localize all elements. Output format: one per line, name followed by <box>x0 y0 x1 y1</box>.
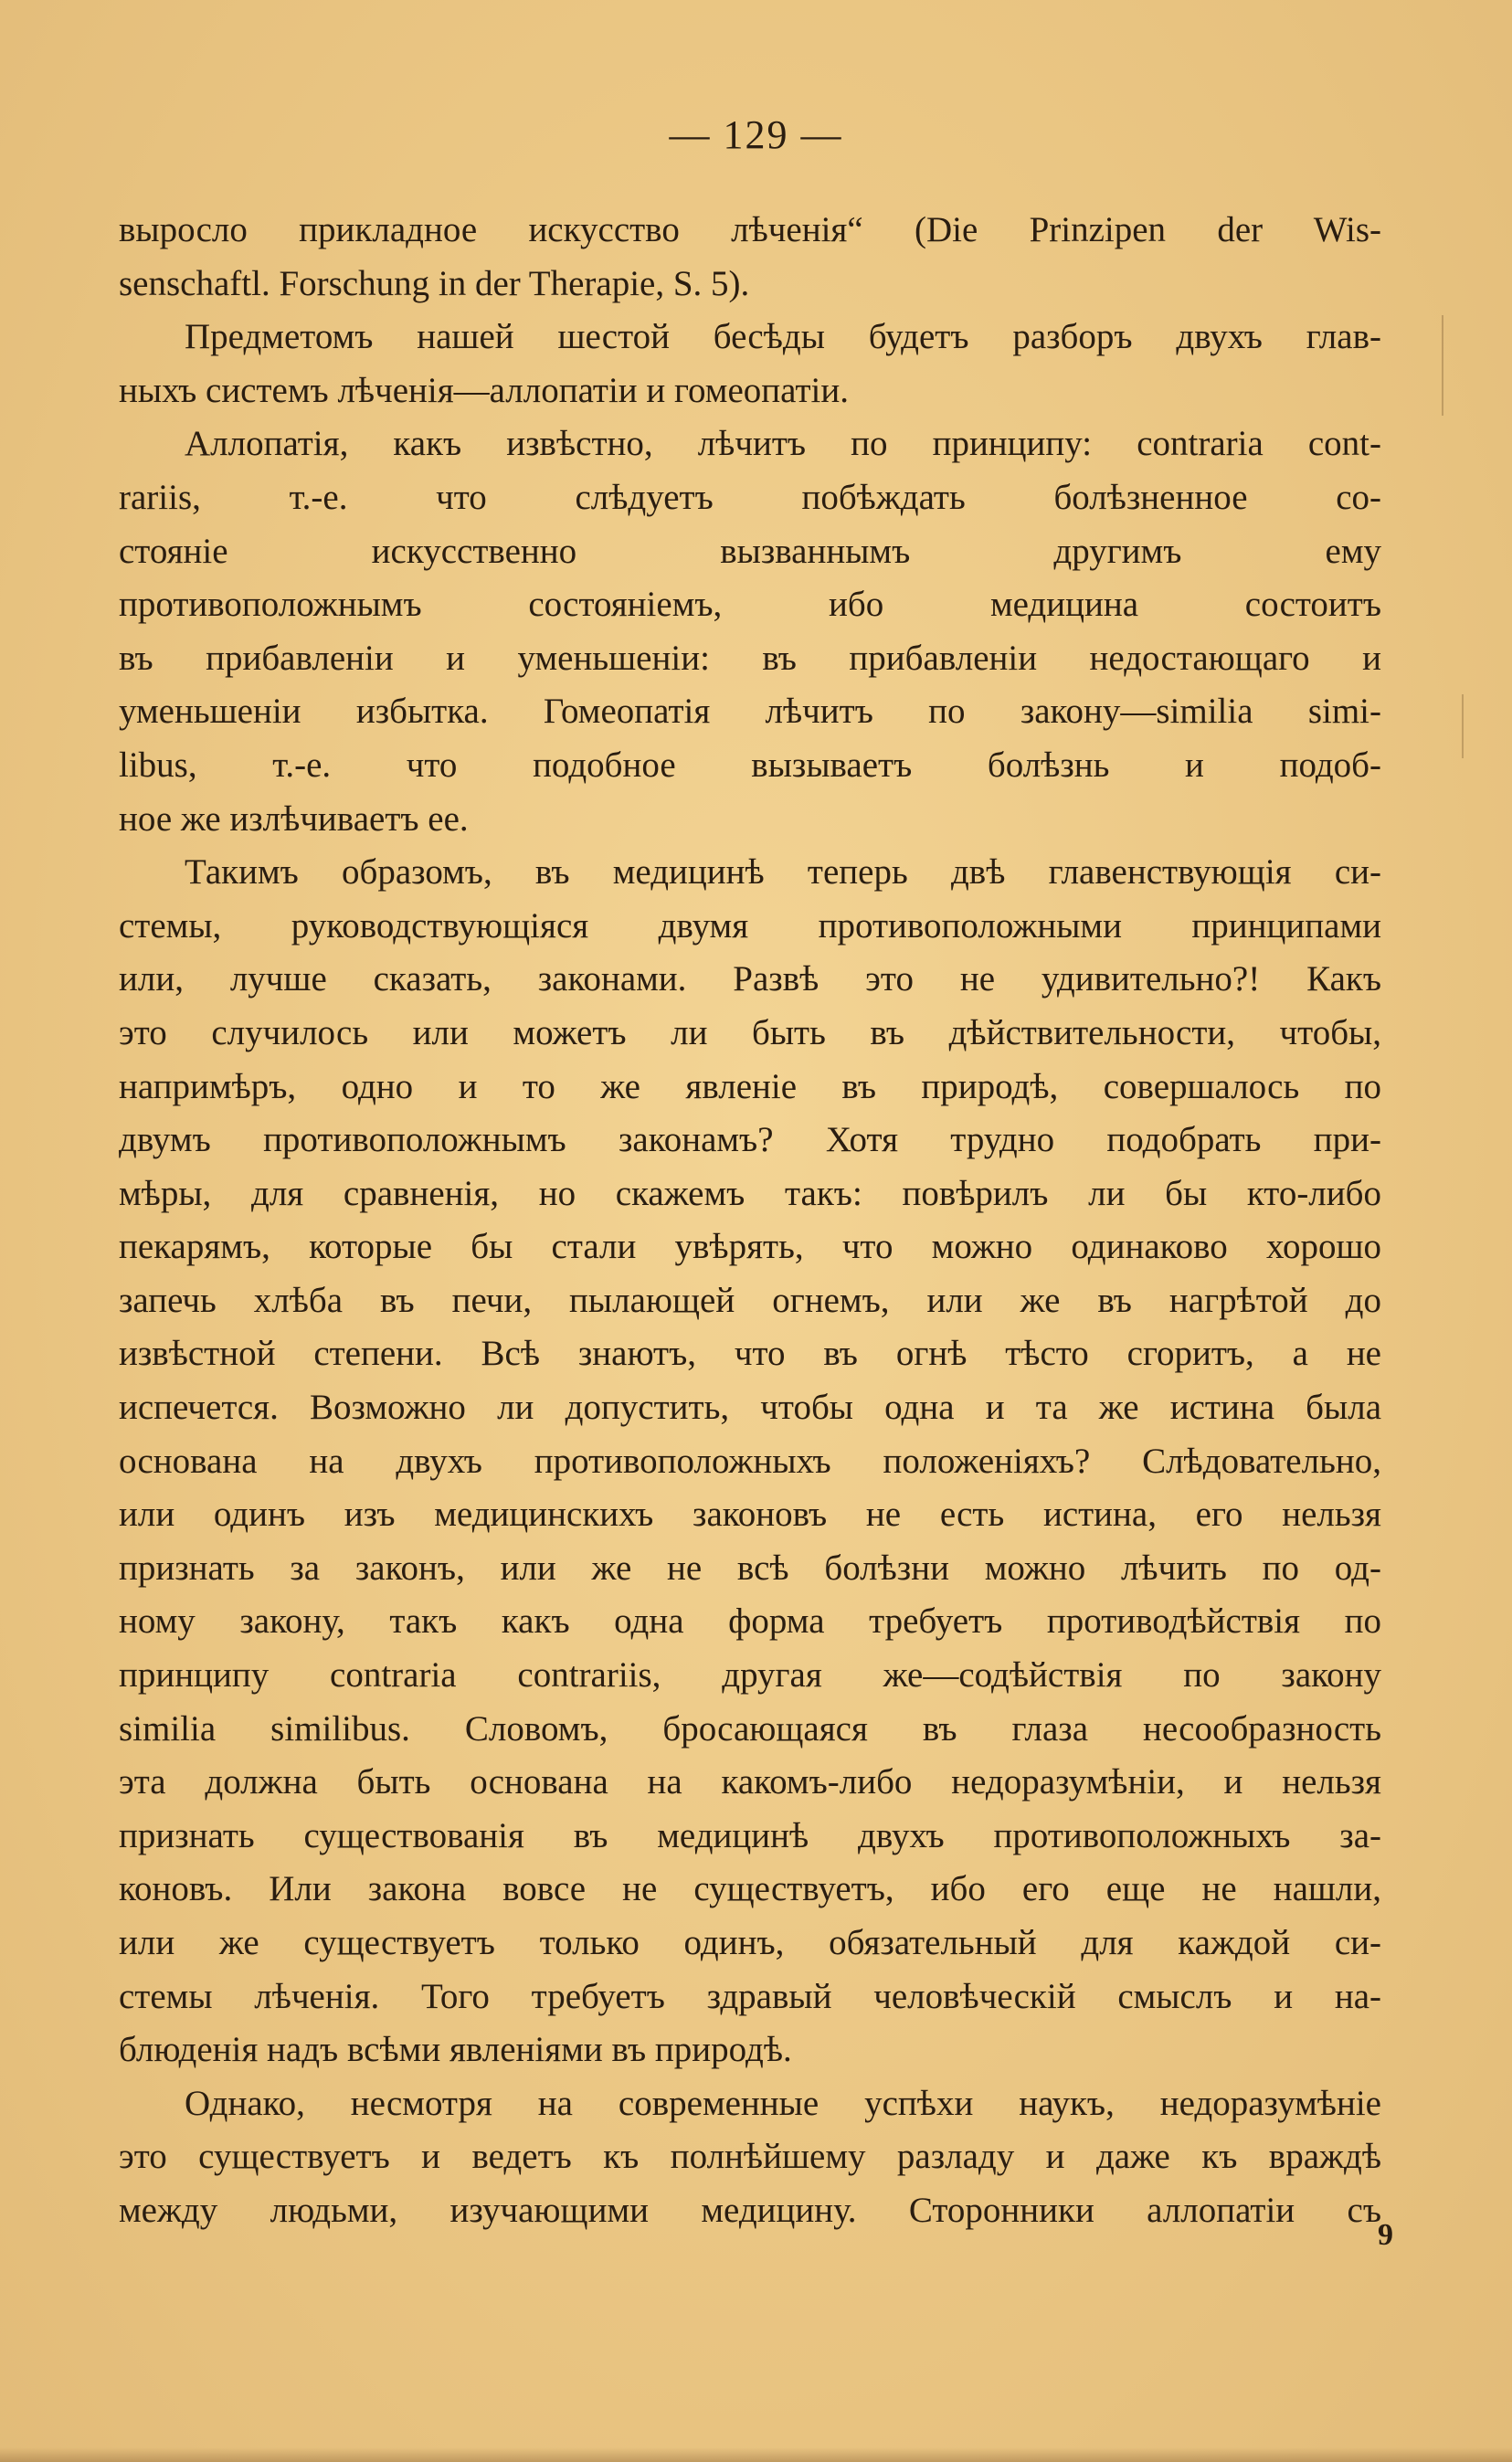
text-line: блюденія надъ всѣми явленіями въ природѣ. <box>119 2030 792 2070</box>
text-line: принципу contraria contrariis, другая же—содѣйствія по закону <box>119 1655 1381 1696</box>
text-line: уменьшеніи избытка. Гомеопатія лѣчитъ по закону—similia simi- <box>119 692 1381 732</box>
text-line: Аллопатія, какъ извѣстно, лѣчитъ по принципу: contraria cont- <box>185 424 1381 464</box>
text-line: rariis, т.-е. что слѣдуетъ побѣждать болѣзненное со- <box>119 477 1381 517</box>
text-line: признать за законъ, или же не всѣ болѣзни можно лѣчить по од- <box>119 1548 1381 1588</box>
text-line: запечь хлѣба въ печи, пылающей огнемъ, или же въ нагрѣтой до <box>119 1280 1381 1320</box>
text-line: similia similibus. Словомъ, бросающаяся въ глаза несообразность <box>119 1708 1381 1749</box>
text-line: Такимъ образомъ, въ медицинѣ теперь двѣ главенствующія си- <box>185 852 1381 893</box>
text-line: пекарямъ, которые бы стали увѣрять, что можно одинаково хорошо <box>119 1227 1381 1267</box>
text-line: въ прибавленіи и уменьшеніи: въ прибавленіи недостающаго и <box>119 638 1381 678</box>
text-line: извѣстной степени. Всѣ знаютъ, что въ огнѣ тѣсто сгоритъ, а не <box>119 1334 1381 1374</box>
text-line: senschaftl. Forschung in der Therapie, S. 5). <box>119 263 750 303</box>
text-line: ное же излѣчиваетъ ее. <box>119 798 469 839</box>
text-line: или же существуетъ только одинъ, обязательный для каждой си- <box>119 1923 1381 1962</box>
page-number: — 129 — <box>669 112 843 157</box>
text-line: коновъ. Или закона вовсе не существуетъ, ибо его еще не нашли, <box>119 1869 1381 1909</box>
text-line: или одинъ изъ медицинскихъ законовъ не есть истина, его нельзя <box>119 1495 1381 1535</box>
printer-signature-mark: 9 <box>1378 2218 1393 2252</box>
text-line: между людьми, изучающими медицину. Сторонники аллопатіи съ <box>119 2190 1381 2230</box>
text-line: выросло прикладное искусство лѣченія“ (Die Prinzipen der Wis- <box>119 210 1381 249</box>
text-line: Предметомъ нашей шестой бесѣды будетъ разборъ двухъ глав- <box>185 317 1381 357</box>
text-line: или, лучше сказать, законами. Развѣ это не удивительно?! Какъ <box>119 959 1381 999</box>
text-line: это случилось или можетъ ли быть въ дѣйствительности, чтобы, <box>119 1012 1381 1052</box>
margin-pencil-mark <box>1442 315 1443 416</box>
text-line: противоположнымъ состояніемъ, ибо медицина состоитъ <box>119 585 1381 625</box>
margin-pencil-mark <box>1462 694 1464 758</box>
text-line: основана на двухъ противоположныхъ положеніяхъ? Слѣдовательно, <box>119 1441 1381 1481</box>
text-line: стемы, руководствующіяся двумя противоположными принципами <box>119 905 1381 946</box>
text-line: ныхъ системъ лѣченія—аллопатіи и гомеопатіи. <box>119 370 849 410</box>
text-line: испечется. Возможно ли допустить, чтобы одна и та же истина была <box>119 1388 1381 1428</box>
text-line: двумъ противоположнымъ законамъ? Хотя трудно подобрать при- <box>119 1120 1381 1160</box>
text-line: напримѣръ, одно и то же явленіе въ природѣ, совершалось по <box>119 1066 1381 1106</box>
text-line: стемы лѣченія. Того требуетъ здравый человѣческій смыслъ и на- <box>119 1976 1381 2016</box>
text-line: эта должна быть основана на какомъ-либо недоразумѣніи, и нельзя <box>119 1762 1381 1802</box>
text-line: это существуетъ и ведетъ къ полнѣйшему разладу и даже къ враждѣ <box>119 2137 1381 2177</box>
page-body-text <box>119 204 1381 2238</box>
text-line: признать существованія въ медицинѣ двухъ противоположныхъ за- <box>119 1815 1381 1855</box>
page-edge-shadow <box>0 2447 1512 2462</box>
text-line: libus, т.-е. что подобное вызываетъ болѣзнь и подоб- <box>119 745 1381 785</box>
text-line: ному закону, такъ какъ одна форма требуетъ противодѣйствія по <box>119 1601 1381 1642</box>
text-line: стояніе искусственно вызваннымъ другимъ ему <box>119 531 1381 571</box>
text-line: Однако, несмотря на современные успѣхи наукъ, недоразумѣніе <box>185 2083 1381 2123</box>
text-line: мѣры, для сравненія, но скажемъ такъ: повѣрилъ ли бы кто-либо <box>119 1173 1381 1213</box>
